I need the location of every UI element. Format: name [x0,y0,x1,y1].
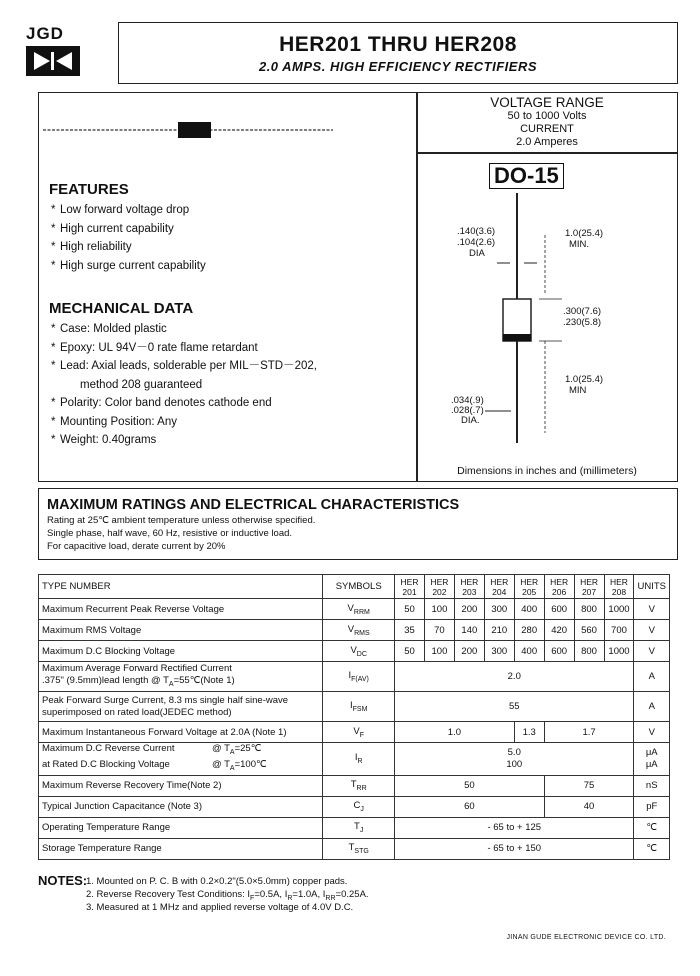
list-item: * Lead: Axial leads, solderable per MIL－STD－202, [51,360,317,372]
list-item: * Low forward voltage drop [51,204,190,216]
diode-illustration [43,115,343,145]
table-row: Maximum Instantaneous Forward Voltage at 2.0A (Note 1) $V_F$ 1.0 1.3 1.7 V [39,722,670,743]
note-2: 2. Reverse Recovery Test Conditions: $I_F=0.5A$, $I_R=1.0A$, $I_{RR}=0.25A$. [86,889,369,902]
header-model: HER 203 [454,575,484,599]
footer-company: JINAN GUDE ELECTRONIC DEVICE CO. LTD. [506,934,666,941]
header-model: HER 205 [514,575,544,599]
dim-wire-label: DIA. [461,415,480,426]
features-heading: FEATURES [49,181,129,198]
dim-dia-a: .140(3.6) [457,226,496,237]
dim-lead-top-b: MIN. [569,239,590,250]
dim-body-a: .300(7.6) [563,306,602,317]
ratings-line-1: Rating at 25℃ ambient temperature unless otherwise specified. [47,515,316,526]
list-item: * Epoxy: UL 94V－0 rate flame retardant [51,341,258,354]
notes-label: NOTES: [38,873,88,888]
table-row: Maximum D.C Blocking Voltage $V_{DC}$ 50 100 200 300 400 600 800 1000 V [39,641,670,662]
dim-wire-b: .028(.7) [451,405,484,416]
current-value: 2.0 Amperes [516,136,578,148]
header-model: HER 207 [574,575,604,599]
dim-body-b: .230(5.8) [563,317,602,328]
package-box [416,152,678,482]
dim-dia-b: .104(2.6) [457,237,496,248]
mechanical-heading: MECHANICAL DATA [49,300,194,317]
dimensions-caption: Dimensions in inches and (millimeters) [457,465,637,477]
header-units: UNITS [634,575,670,599]
header-type: TYPE NUMBER [39,575,323,599]
header-box [118,22,678,84]
page-subtitle: 2.0 AMPS. HIGH EFFICIENCY RECTIFIERS [258,59,538,74]
list-item: * Weight: 0.40grams [51,434,157,446]
mechanical-list [51,320,317,450]
package-name: DO-15 [489,163,564,189]
header-model: HER 208 [604,575,634,599]
list-item: * High current capability [51,222,174,235]
header-model: HER 206 [544,575,574,599]
table-row: Typical Junction Capacitance (Note 3) $C_J$ 60 40 pF [39,796,670,817]
list-item: * High surge current capability [51,259,206,272]
logo [22,22,104,80]
voltage-value: 50 to 1000 Volts [507,110,587,122]
current-heading: CURRENT [520,123,574,135]
table-row: Maximum RMS Voltage $V_{RMS}$ 35 70 140 210 280 420 560 700 V [39,620,670,641]
table-row: Peak Forward Surge Current, 8.3 ms single half sine-wave superimposed on rated load(JEDEC method) $I_{FSM}$ 55 A [39,692,670,722]
dim-wire-a: .034(.9) [451,395,484,406]
ratings-box [38,488,678,560]
note-1: 1. Mounted on P. C. B with 0.2×0.2"(5.0×5.0mm) copper pads. [86,876,348,887]
table-row: Maximum Recurrent Peak Reverse Voltage $V_{RRM}$ 50 100 200 300 400 600 800 1000 V [39,599,670,620]
characteristics-table [38,574,670,860]
ratings-line-2: Single phase, half wave, 60 Hz, resistive or inductive load. [47,528,293,539]
dim-lead-bot-a: 1.0(25.4) [565,374,604,385]
table-header-row [39,575,670,599]
list-item: * Mounting Position: Any [51,415,177,428]
logo-diode-icon [26,46,80,76]
logo-text: JGD [26,24,64,43]
notes [38,872,87,890]
table-row: Maximum Average Forward Rectified Current .375" (9.5mm)lead length @ $T_A=55℃(Note$ 1) $I_{F(AV)}$ 2.0 A [39,662,670,692]
table-row: Operating Temperature Range $T_J$ - 65 to + 125 ℃ [39,817,670,838]
note-3: 3. Measured at 1 MHz and applied reverse voltage of 4.0V D.C. [86,902,354,913]
table-row: Storage Temperature Range $T_{STG}$ - 65 to + 150 ℃ [39,838,670,859]
features-list [51,201,206,275]
list-item: * Case: Molded plastic [51,323,167,335]
dim-lead-top-a: 1.0(25.4) [565,228,604,239]
list-item: method 208 guaranteed [80,378,203,391]
list-item: * Polarity: Color band denotes cathode end [51,397,272,409]
features-box [38,92,418,482]
dim-lead-bot-b: MIN [569,385,587,396]
list-item: * High reliability [51,241,132,253]
table-row: Maximum Reverse Recovery Time(Note 2) $T_{RR}$ 50 75 nS [39,775,670,796]
table-row: Maximum D.C Reverse Current @ $T_A=25℃$ at Rated D.C Blocking Voltage @ $T_A=100℃$ $I_R$ 5.0 100 μA μA [39,743,670,776]
voltage-heading: VOLTAGE RANGE [490,95,604,110]
voltage-range-box [416,92,678,154]
dim-dia-label: DIA [469,248,485,259]
header-model: HER 204 [484,575,514,599]
header-model: HER 201 [395,575,425,599]
ratings-heading: MAXIMUM RATINGS AND ELECTRICAL CHARACTERISTICS [47,497,460,513]
page-title: HER201 THRU HER208 [279,33,517,56]
header-symbols: SYMBOLS [323,575,395,599]
ratings-line-3: For capacitive load, derate current by 20% [47,541,226,552]
header-model: HER 202 [424,575,454,599]
